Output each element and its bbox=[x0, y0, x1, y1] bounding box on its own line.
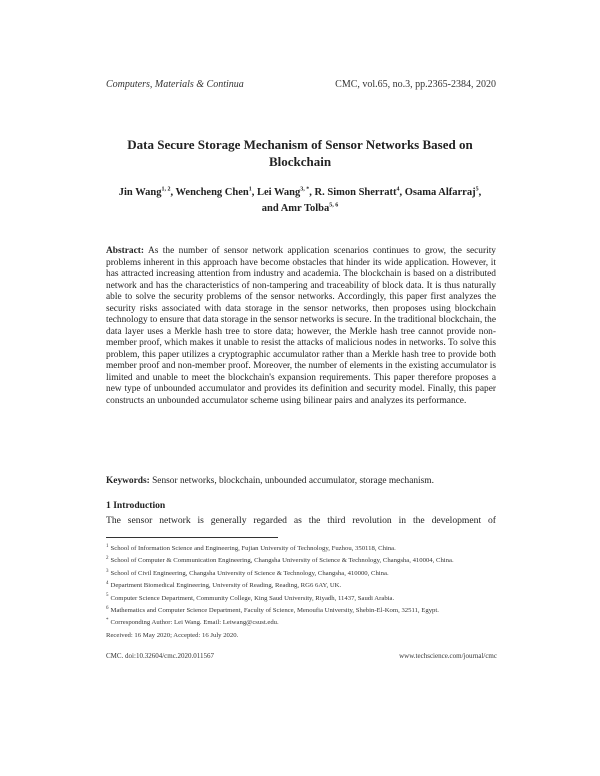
footnote-divider bbox=[106, 537, 278, 538]
footnote-item bbox=[106, 594, 498, 603]
author-name: Jin Wang bbox=[118, 187, 162, 198]
footnote-mark: 3 bbox=[106, 568, 109, 574]
footnote-mark: 4 bbox=[106, 580, 109, 586]
footnote-item bbox=[106, 556, 498, 565]
author-name: Wencheng Chen bbox=[175, 187, 249, 198]
footnote-text: Department Biomedical Engineering, University of Reading, Reading, RG6 6AY, UK. bbox=[110, 582, 342, 590]
footnotes bbox=[106, 544, 498, 640]
author-affiliation: 1, 2 bbox=[161, 186, 171, 193]
footnote-item bbox=[106, 569, 498, 578]
abstract bbox=[106, 246, 496, 407]
author-separator: , bbox=[170, 187, 176, 198]
footnote-mark: 5 bbox=[106, 593, 109, 599]
author-name: Lei Wang bbox=[256, 187, 301, 198]
author-affiliation: 1 bbox=[248, 186, 252, 193]
author-affiliation: 4 bbox=[396, 186, 400, 193]
author-separator: , bbox=[399, 187, 405, 198]
journal-name: Computers, Materials & Continua bbox=[106, 79, 244, 90]
author-name: and Amr Tolba bbox=[261, 203, 330, 214]
footnote-text: Computer Science Department, Community College, King Saud University, Riyadh, 11437, Saudi Arabia. bbox=[110, 594, 395, 602]
footnote-mark: 1 bbox=[106, 543, 109, 549]
keywords bbox=[106, 476, 496, 488]
keywords-label: Keywords: bbox=[106, 476, 150, 486]
author-affiliation: 5 bbox=[475, 186, 479, 193]
footnote-item bbox=[106, 618, 498, 627]
footnote-item bbox=[106, 581, 498, 590]
abstract-text: As the number of sensor network application scenarios continues to grow, the security problems inherent in this approach have become obstacles that hinder its wide application. However, it has attracted increasing attention from industry and academia. The blockchain is based on a distributed network and has the characteristics of non-tampering and traceability of block data. It is thus naturally able to solve the security problems of the sensor networks. Accordingly, this paper first analyzes the security risks associated with data storage in the sensor networks, then proposes using blockchain technology to ensure that data storage in the sensor networks is secure. In the traditional blockchain, the data layer uses a Merkle hash tree to store data; however, the Merkle hash tree cannot provide non-member proof, which makes it unable to resist the attacks of malicious nodes in networks. To solve this problem, this paper utilizes a cryptographic accumulator rather than a Merkle hash tree to provide both member proof and non-member proof. Moreover, the number of elements in the existing accumulator is limited and unable to meet the blockchain's expansion requirements. This paper therefore proposes a new type of unbounded accumulator and provides its definition and security model. Finally, this paper constructs an unbounded accumulator scheme using bilinear pairs and analyzes its performance. bbox=[106, 246, 496, 406]
paper-title: Data Secure Storage Mechanism of Sensor Networks Based on Blockchain bbox=[127, 137, 473, 169]
footer-url: www.techscience.com/journal/cmc bbox=[399, 652, 497, 660]
author-separator: , bbox=[478, 187, 482, 198]
footnote-mark: 6 bbox=[106, 605, 109, 611]
author-separator: , bbox=[309, 187, 315, 198]
received-date: Received: 16 May 2020; Accepted: 16 July 2020. bbox=[106, 631, 239, 639]
author-name: R. Simon Sherratt bbox=[314, 187, 397, 198]
footnote-mark: * bbox=[106, 618, 109, 624]
author-affiliation: 5, 6 bbox=[329, 202, 339, 209]
footnote-text: School of Civil Engineering, Changsha University of Science & Technology, Changsha, 410000, China. bbox=[110, 569, 389, 577]
author-affiliation: 3, * bbox=[300, 186, 310, 193]
footnote-text: School of Information Science and Engineering, Fujian University of Technology, Fuzhou, 350118, China. bbox=[110, 545, 396, 552]
keywords-text: Sensor networks, blockchain, unbounded accumulator, storage mechanism. bbox=[152, 476, 434, 486]
author-name: Osama Alfarraj bbox=[404, 187, 476, 198]
section-heading: 1 Introduction bbox=[106, 500, 166, 511]
footnote-mark: 2 bbox=[106, 556, 109, 562]
abstract-label: Abstract: bbox=[106, 246, 145, 256]
footnote-text: School of Computer & Communication Engineering, Changsha University of Science & Technology, Changsha, 410004, China. bbox=[110, 557, 454, 565]
footnote-text: Mathematics and Computer Science Department, Faculty of Science, Menoufia University, Shebin-El-Kom, 32511, Egypt. bbox=[110, 607, 439, 615]
author-list bbox=[100, 185, 500, 217]
author-separator: , bbox=[251, 187, 257, 198]
footnote-item bbox=[106, 544, 498, 553]
intro-paragraph: The sensor network is generally regarded as the third revolution in the development of bbox=[106, 515, 496, 526]
footnote-text: Corresponding Author: Lei Wang. Email: Leiwang@csust.edu. bbox=[110, 619, 279, 627]
footer-doi: CMC. doi:10.32604/cmc.2020.011567 bbox=[106, 652, 215, 660]
footnote-item bbox=[106, 606, 498, 615]
citation-info: CMC, vol.65, no.3, pp.2365-2384, 2020 bbox=[335, 79, 496, 90]
